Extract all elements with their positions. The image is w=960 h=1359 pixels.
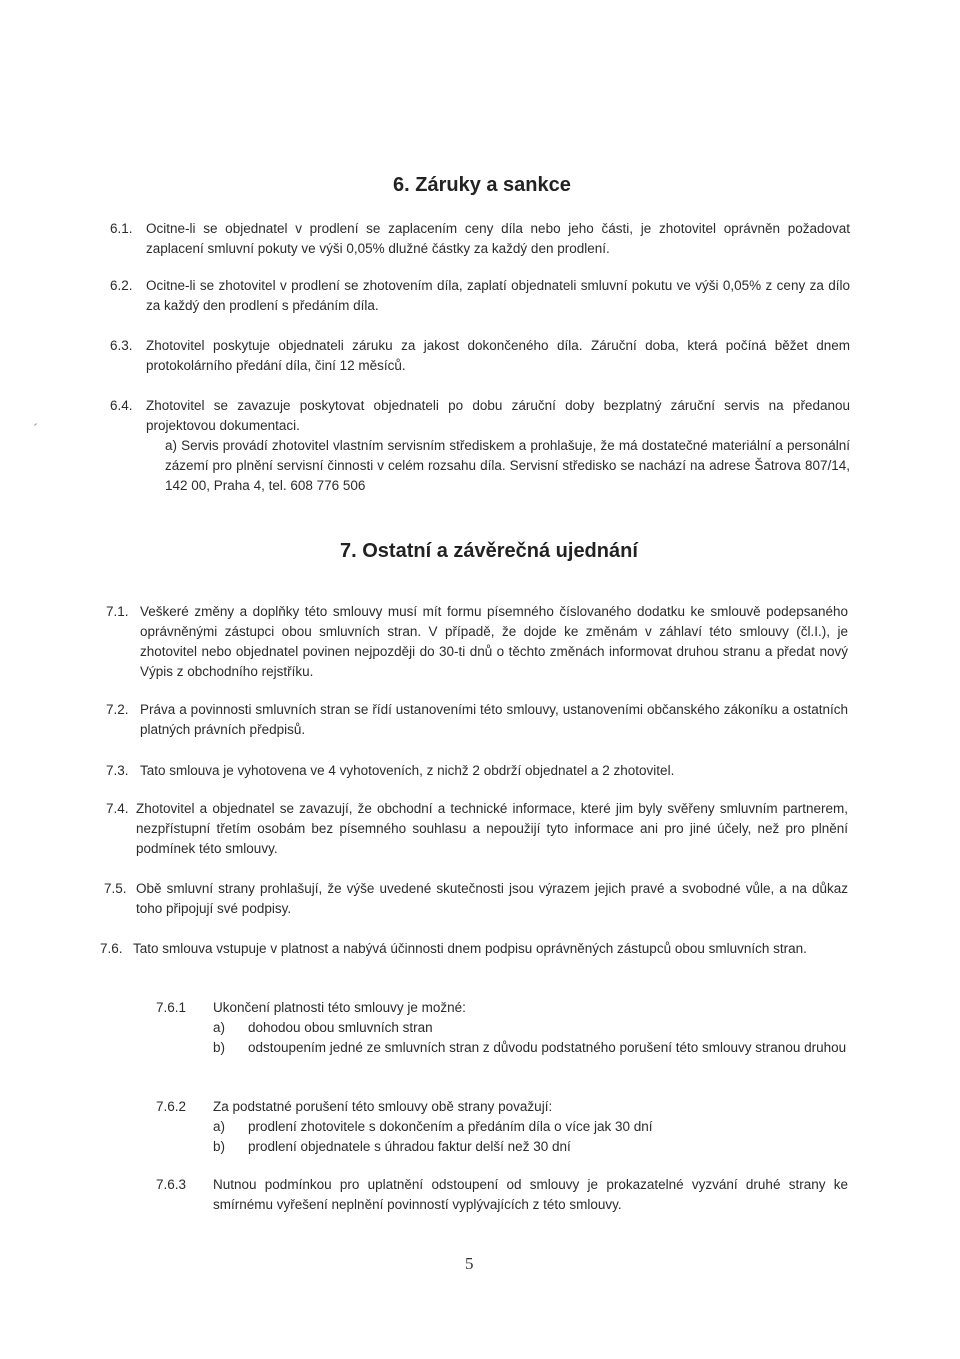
- clause-6-1-number: 6.1.: [110, 221, 133, 236]
- page-number: 5: [465, 1254, 474, 1273]
- clause-7-6-2-text: Za podstatné porušení této smlouvy obě strany považují:: [213, 1099, 553, 1114]
- clause-7-6-2-a-text: prodlení zhotovitele s dokončením a předáním díla o více jak 30 dní: [248, 1119, 653, 1134]
- clause-7-6-text: Tato smlouva vstupuje v platnost a nabývá účinnosti dnem podpisu oprávněných zástupců obou smluvních stran.: [133, 941, 807, 956]
- clause-7-6-1-number: 7.6.1: [156, 1000, 187, 1015]
- clause-6-4-number: 6.4.: [110, 398, 133, 413]
- clause-7-4-text: Zhotovitel a objednatel se zavazují, že obchodní a technické informace, které jim byly svěřeny smluvním partnerem, nezpřístupní třetím osobám bez písemného souhlasu a nepoužijí tyto informace ani pro jiné účely, než pro plnění podmínek této smlouvy.: [136, 801, 848, 856]
- clause-6-4-subclause-a: a) Servis provádí zhotovitel vlastním servisním střediskem a prohlašuje, že má dostatečné materiální a personální zázemí pro plnění servisní činnosti v celém rozsahu díla. Servisní středisko se nachází na adrese Šatrova 807/14, 142 00, Praha 4, tel. 608 776 506: [165, 438, 850, 493]
- section-6-heading: 6. Záruky a sankce: [393, 174, 571, 196]
- clause-7-6-1-a-text: dohodou obou smluvních stran: [248, 1020, 433, 1035]
- clause-7-2-text: Práva a povinnosti smluvních stran se řídí ustanoveními této smlouvy, ustanoveními občanského zákoníku a ostatních platných právních předpisů.: [140, 702, 848, 737]
- clause-6-1-text: Ocitne-li se objednatel v prodlení se zaplacením ceny díla nebo jeho části, je zhotovitel oprávněn požadovat zaplacení smluvní pokuty ve výši 0,05% dlužné částky za každý den prodlení.: [146, 221, 850, 256]
- clause-6-2-text: Ocitne-li se zhotovitel v prodlení se zhotovením díla, zaplatí objednateli smluvní pokutu ve výši 0,05% z ceny za dílo za každý den prodlení s předáním díla.: [146, 278, 850, 313]
- clause-7-6-number: 7.6.: [100, 941, 123, 956]
- clause-7-2-number: 7.2.: [106, 702, 129, 717]
- clause-7-6-1-a-label: a): [213, 1020, 226, 1035]
- clause-6-4-text: Zhotovitel se zavazuje poskytovat objednateli po dobu záruční doby bezplatný záruční servis na předanou projektovou dokumentaci.: [146, 398, 850, 433]
- clause-7-3-number: 7.3.: [106, 763, 129, 778]
- clause-7-6-3-text: Nutnou podmínkou pro uplatnění odstoupení od smlouvy je prokazatelné vyzvání druhé strany ke smírnému vyřešení neplnění povinností vyplývajících z této smlouvy.: [213, 1177, 848, 1212]
- clause-6-2-number: 6.2.: [110, 278, 133, 293]
- clause-7-6-1-b-text: odstoupením jedné ze smluvních stran z důvodu podstatného porušení této smlouvy stranou druhou: [248, 1040, 847, 1055]
- clause-6-3-text: Zhotovitel poskytuje objednateli záruku za jakost dokončeného díla. Záruční doba, která počíná běžet dnem protokolárního předání díla, činí 12 měsíců.: [146, 338, 850, 373]
- clause-7-1-number: 7.1.: [106, 604, 129, 619]
- clause-7-6-1-text: Ukončení platnosti této smlouvy je možné:: [213, 1000, 466, 1015]
- clause-7-6-2-b-label: b): [213, 1139, 226, 1154]
- clause-7-3-text: Tato smlouva je vyhotovena ve 4 vyhotoveních, z nichž 2 obdrží objednatel a 2 zhotovitel.: [140, 763, 675, 778]
- stray-mark: [34, 423, 37, 426]
- clause-7-5-number: 7.5.: [104, 881, 127, 896]
- clause-7-6-2-number: 7.6.2: [156, 1099, 187, 1114]
- clause-7-1-text: Veškeré změny a doplňky této smlouvy musí mít formu písemného číslovaného dodatku ke smlouvě podepsaného oprávněnými zástupci obou smluvních stran. V případě, že dojde ke změnám v záhlaví této smlouvy (čl.I.), je zhotovitel nebo objednatel povinen nejpozději do 30-ti dnů o těchto změnách informovat druhou stranu a předat nový Výpis z obchodního rejstříku.: [140, 604, 848, 679]
- clause-7-4-number: 7.4.: [106, 801, 129, 816]
- clause-6-3-number: 6.3.: [110, 338, 133, 353]
- section-7-heading: 7. Ostatní a závěrečná ujednání: [340, 540, 638, 562]
- clause-7-6-3-number: 7.6.3: [156, 1177, 187, 1192]
- clause-7-6-2-a-label: a): [213, 1119, 226, 1134]
- clause-7-5-text: Obě smluvní strany prohlašují, že výše uvedené skutečnosti jsou výrazem jejich pravé a svobodné vůle, a na důkaz toho připojují své podpisy.: [136, 881, 848, 916]
- clause-7-6-1-b-label: b): [213, 1040, 226, 1055]
- clause-7-6-2-b-text: prodlení objednatele s úhradou faktur delší než 30 dní: [248, 1139, 571, 1154]
